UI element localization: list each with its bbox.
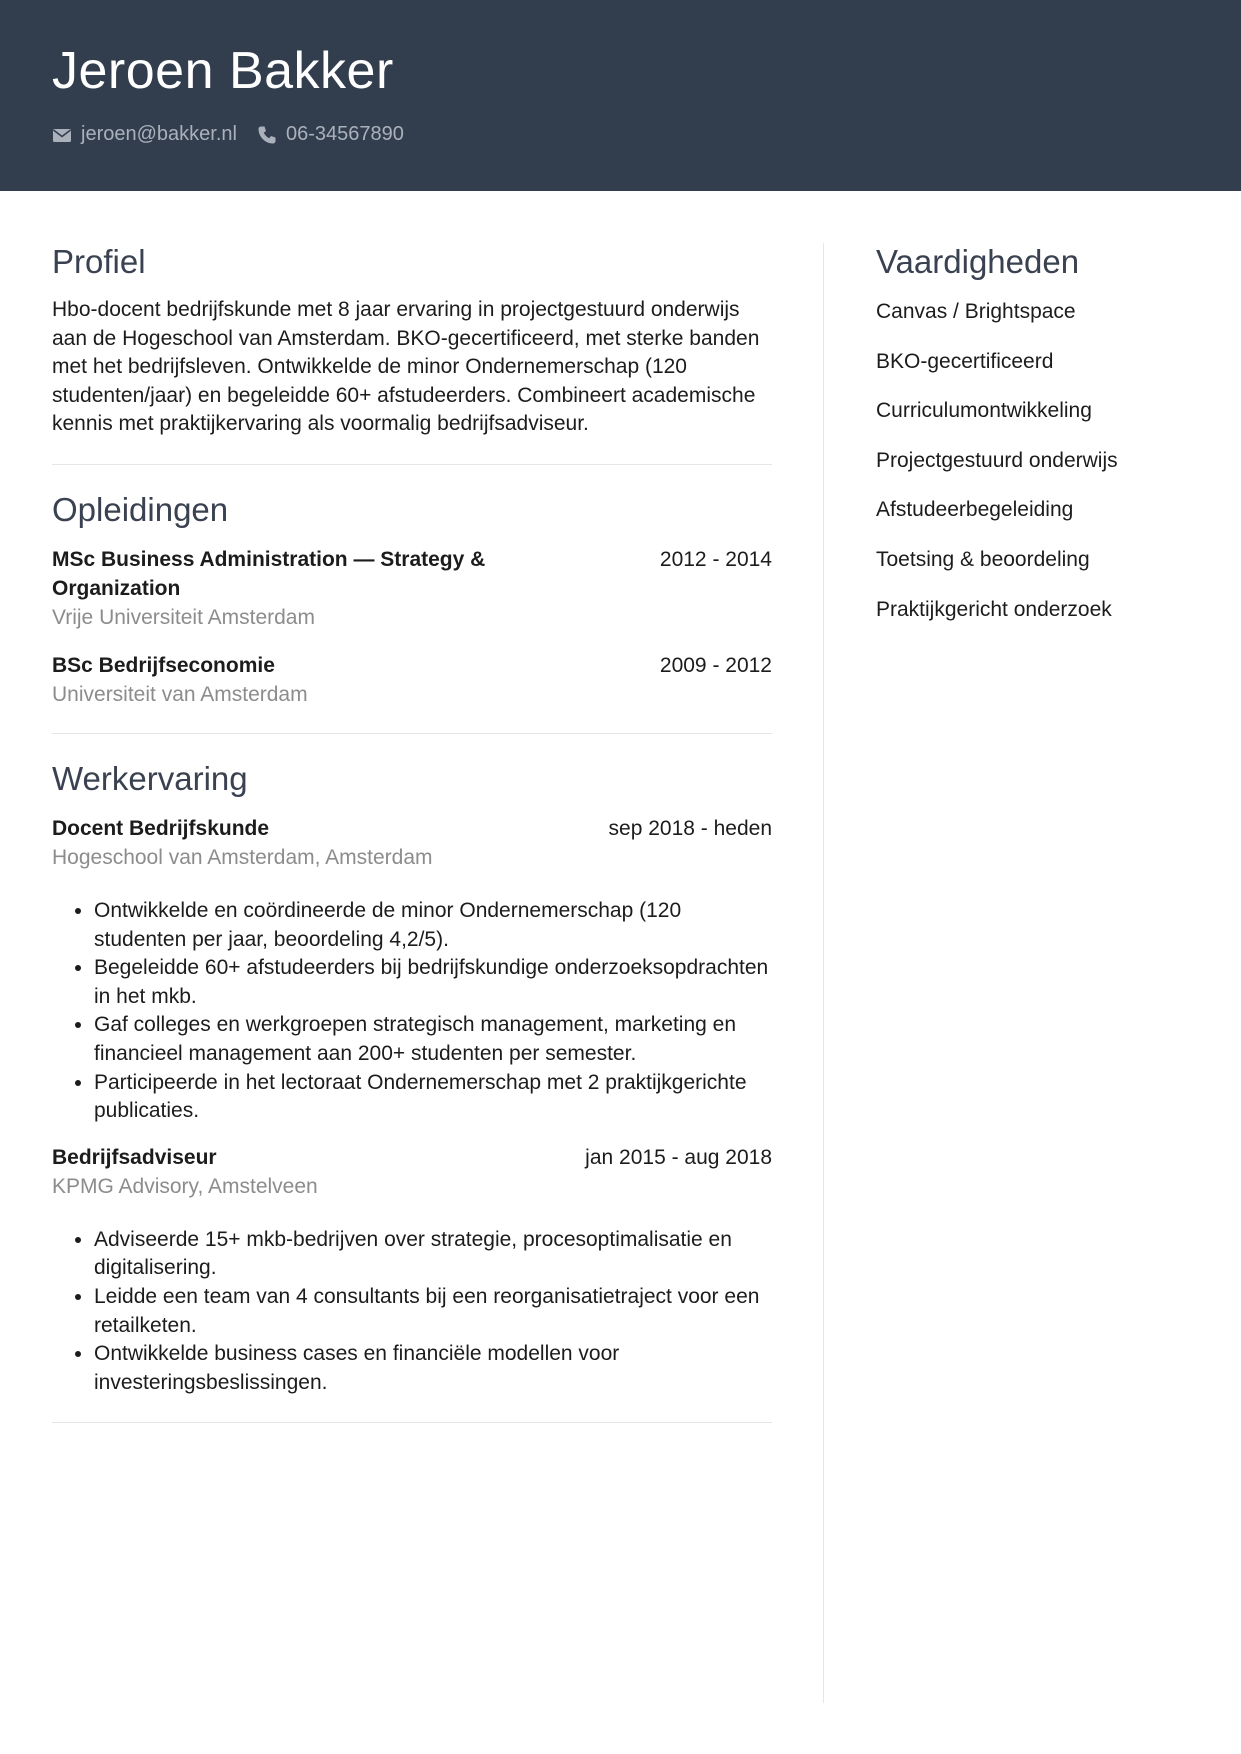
skill-item: Praktijkgericht onderzoek bbox=[876, 597, 1112, 621]
profile-text: Hbo-docent bedrijfskunde met 8 jaar ervaring in projectgestuurd onderwijs aan de Hogeschool van Amsterdam. BKO-gecertificeerd, met sterke banden met het bedrijfsleven. Ontwikkelde de minor Ondernemerschap (120 studenten/jaar) en begeleidde 60+ afstudeerders. Combineert academische kennis met praktijkervaring als voormalig bedrijfsadviseur. bbox=[52, 298, 760, 436]
section-title-skills: Vaardigheden bbox=[876, 243, 1080, 280]
experience-section bbox=[52, 759, 772, 1397]
education-item bbox=[52, 651, 772, 709]
email-contact[interactable] bbox=[52, 123, 237, 146]
degree-title: BSc Bedrijfseconomie bbox=[52, 653, 275, 677]
job-bullet: • Begeleidde 60+ afstudeerders bij bedrijfskundige onderzoeksopdrachten in het mkb. bbox=[94, 954, 772, 1011]
job-bullet: • Adviseerde 15+ mkb-bedrijven over strategie, procesoptimalisatie en digitalisering. bbox=[94, 1226, 772, 1283]
job-company: KPMG Advisory, Amstelveen bbox=[52, 1174, 318, 1198]
job-company: Hogeschool van Amsterdam, Amsterdam bbox=[52, 845, 433, 869]
job-bullet: • Leidde een team van 4 consultants bij een reorganisatietraject voor een retailketen. bbox=[94, 1283, 772, 1340]
job-item bbox=[52, 1143, 772, 1398]
job-item bbox=[52, 814, 772, 1126]
contact-info bbox=[52, 123, 424, 146]
job-bullet: • Participeerde in het lectoraat Ondernemerschap met 2 praktijkgerichte publicaties. bbox=[94, 1069, 772, 1126]
section-title-profile: Profiel bbox=[52, 243, 146, 280]
section-divider bbox=[52, 1422, 772, 1423]
education-section bbox=[52, 490, 772, 709]
skill-item: Toetsing & beoordeling bbox=[876, 547, 1090, 571]
job-period: jan 2015 - aug 2018 bbox=[585, 1145, 772, 1169]
skill-item: Canvas / Brightspace bbox=[876, 300, 1076, 323]
phone-contact[interactable] bbox=[257, 123, 404, 146]
phone-icon bbox=[257, 125, 277, 145]
sidebar-column bbox=[876, 242, 1196, 644]
section-divider bbox=[52, 733, 772, 734]
job-bullet: • Gaf colleges en werkgroepen strategisch management, marketing en financieel management aan 200+ studenten per semester. bbox=[94, 1011, 772, 1068]
education-item bbox=[52, 545, 772, 632]
person-name: Jeroen Bakker bbox=[52, 42, 394, 100]
skill-item: Afstudeerbegeleiding bbox=[876, 498, 1074, 522]
job-bullets bbox=[52, 1226, 772, 1398]
school-name: Vrije Universiteit Amsterdam bbox=[52, 605, 315, 629]
skills-list bbox=[876, 297, 1196, 624]
job-bullets bbox=[52, 897, 772, 1126]
section-divider bbox=[52, 464, 772, 465]
skill-item: Projectgestuurd onderwijs bbox=[876, 448, 1118, 472]
main-column bbox=[52, 242, 772, 1423]
job-period: sep 2018 - heden bbox=[608, 816, 772, 840]
education-years: 2009 - 2012 bbox=[659, 653, 772, 677]
job-bullet: • Ontwikkelde en coördineerde de minor Ondernemerschap (120 studenten per jaar, beoordeling 4,2/5). bbox=[94, 897, 772, 954]
envelope-icon bbox=[52, 125, 72, 145]
job-bullet: • Ontwikkelde business cases en financiële modellen voor investeringsbeslissingen. bbox=[94, 1340, 772, 1397]
column-divider bbox=[823, 243, 824, 1703]
school-name: Universiteit van Amsterdam bbox=[52, 682, 308, 706]
email-text[interactable]: jeroen@bakker.nl bbox=[81, 123, 237, 145]
job-role: Bedrijfsadviseur bbox=[52, 1145, 217, 1169]
section-title-experience: Werkervaring bbox=[52, 759, 248, 797]
profile-section bbox=[52, 242, 772, 439]
education-years: 2012 - 2014 bbox=[659, 547, 772, 571]
skill-item: Curriculumontwikkeling bbox=[876, 399, 1092, 423]
section-title-education: Opleidingen bbox=[52, 490, 229, 528]
degree-title: MSc Business Administration — Strategy & Organization bbox=[52, 547, 486, 600]
phone-text[interactable]: 06-34567890 bbox=[285, 123, 404, 145]
resume-header bbox=[0, 0, 1241, 191]
skill-item: BKO-gecertificeerd bbox=[876, 349, 1054, 373]
job-role: Docent Bedrijfskunde bbox=[52, 816, 270, 840]
